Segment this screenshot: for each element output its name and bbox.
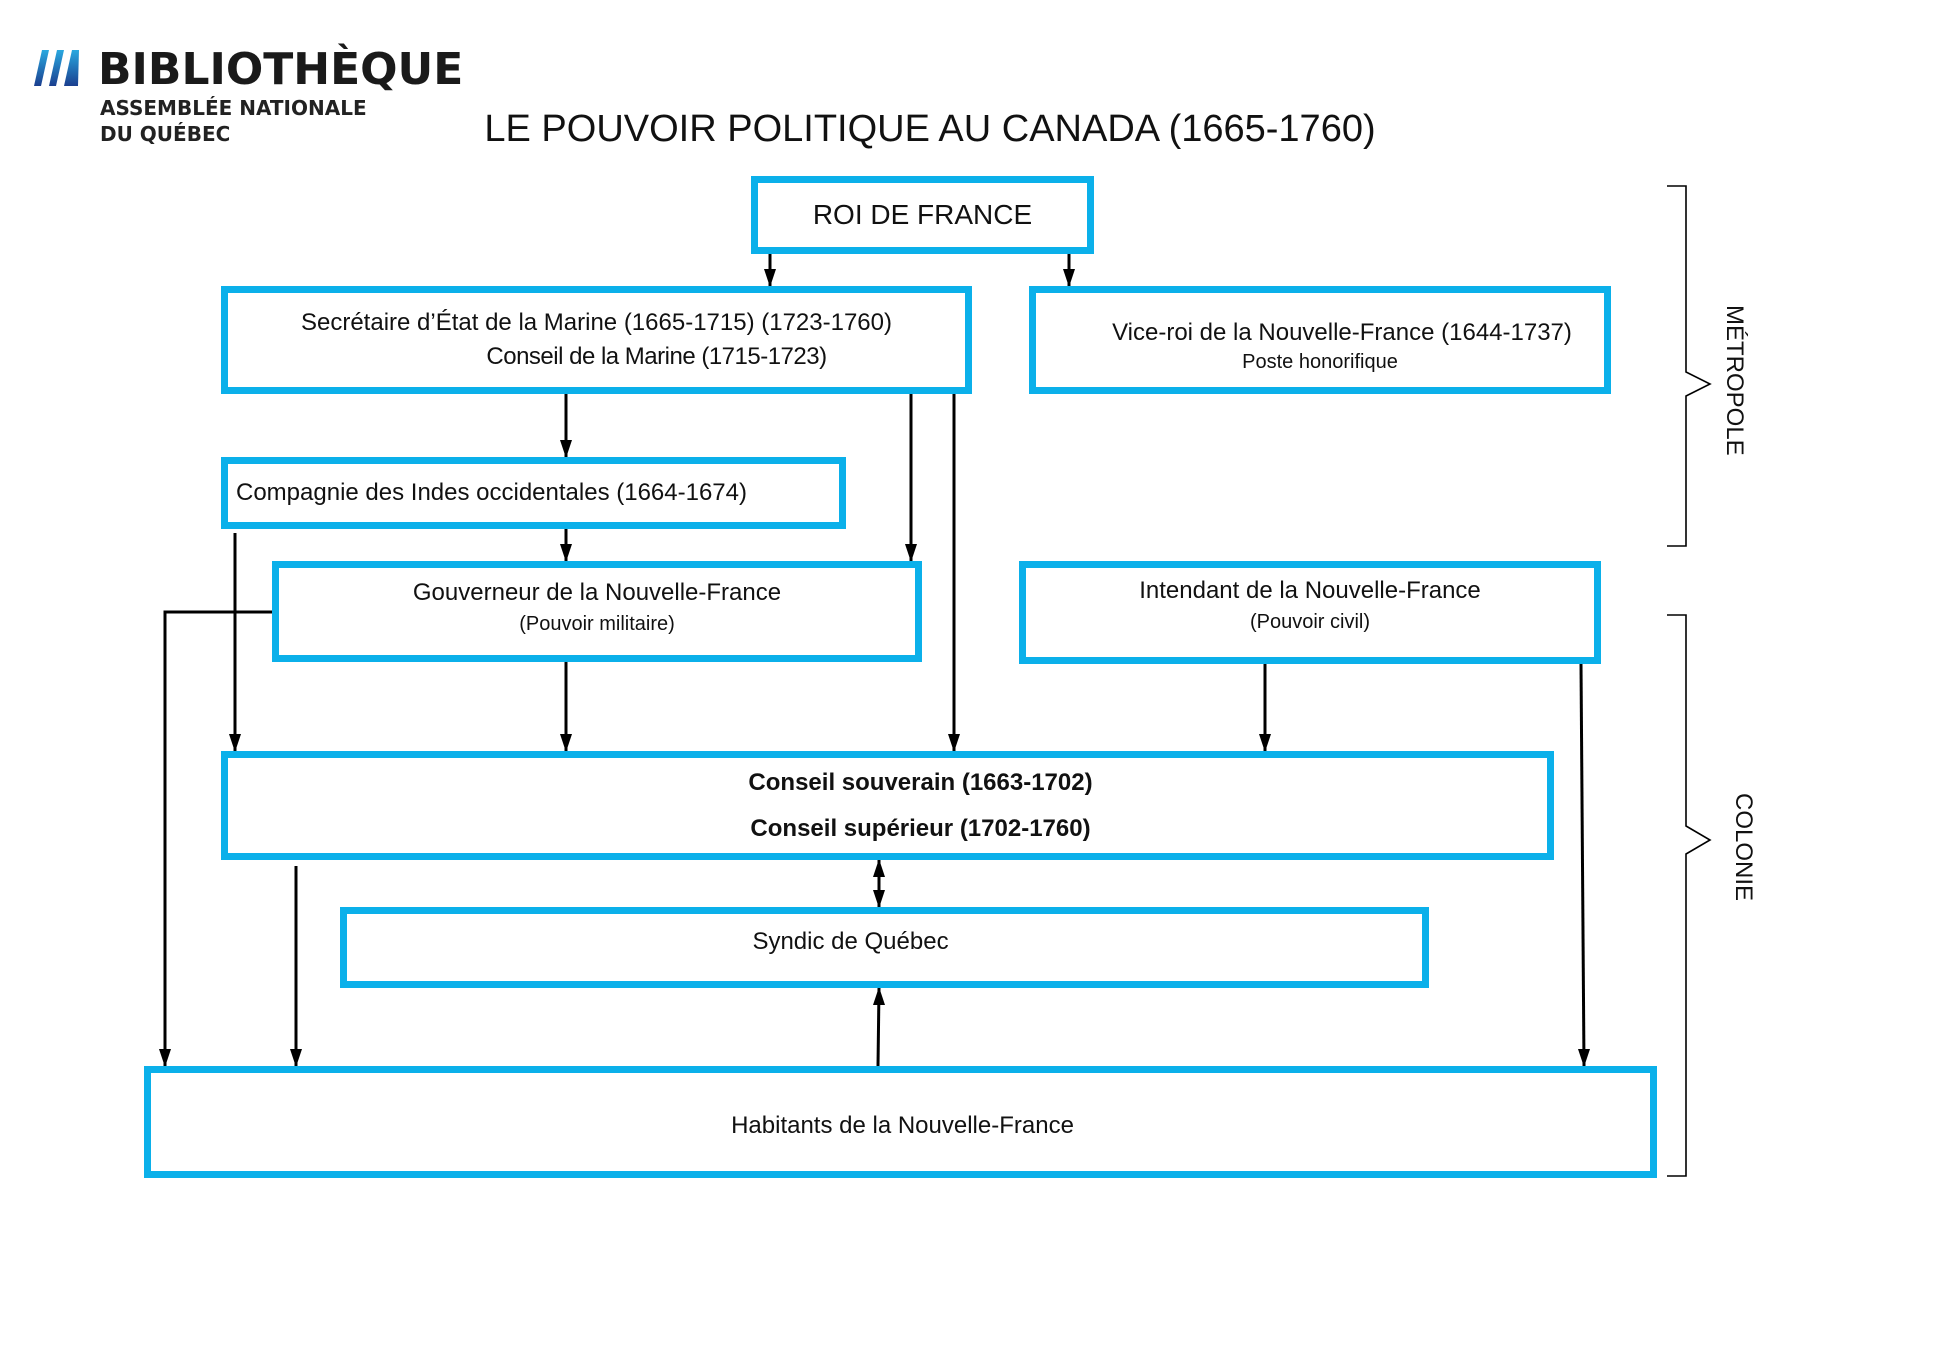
node-vice-roi	[1029, 286, 1611, 394]
bracket-label-metropole: MÉTROPOLE	[1721, 305, 1748, 456]
node-sublabel: Conseil de la Marine (1715-1723)	[486, 343, 827, 370]
node-label: Vice-roi de la Nouvelle-France (1644-1737)	[1112, 318, 1572, 346]
logo-subtitle-1: ASSEMBLÉE NATIONALE	[100, 96, 367, 120]
node-label: Intendant de la Nouvelle-France	[1139, 577, 1481, 604]
node-label: Conseil souverain (1663-1702)	[748, 768, 1093, 796]
node-secretaire-marine	[221, 286, 972, 394]
node-label: ROI DE FRANCE	[812, 199, 1033, 230]
node-sublabel: Conseil supérieur (1702-1760)	[750, 814, 1091, 842]
node-gouverneur	[272, 561, 922, 662]
bracket-lines	[1667, 186, 1710, 1176]
node-sublabel: Poste honorifique	[1242, 350, 1398, 373]
logo-title: BIBLIOTHÈQUE	[98, 44, 464, 95]
node-roi-de-france	[751, 176, 1094, 254]
node-syndic-quebec	[340, 907, 1429, 988]
node-label: Syndic de Québec	[752, 928, 949, 955]
node-sublabel: (Pouvoir civil)	[1249, 611, 1371, 633]
diagram-title: LE POUVOIR POLITIQUE AU CANADA (1665-1760)	[484, 108, 1376, 150]
node-intendant	[1019, 561, 1601, 664]
node-conseil-souverain	[221, 751, 1554, 860]
node-label: Secrétaire d’État de la Marine (1665-1715) (1723-1760)	[300, 309, 892, 336]
logo-subtitle-2: DU QUÉBEC	[100, 122, 231, 146]
bracket-label-colonie: COLONIE	[1730, 793, 1757, 902]
node-label: Habitants de la Nouvelle-France	[731, 1112, 1074, 1139]
node-habitants	[144, 1066, 1657, 1178]
node-label: Compagnie des Indes occidentales (1664-1674)	[236, 479, 747, 506]
node-label: Gouverneur de la Nouvelle-France	[412, 579, 782, 606]
node-sublabel: (Pouvoir militaire)	[519, 613, 675, 635]
node-compagnie-indes	[221, 457, 846, 529]
